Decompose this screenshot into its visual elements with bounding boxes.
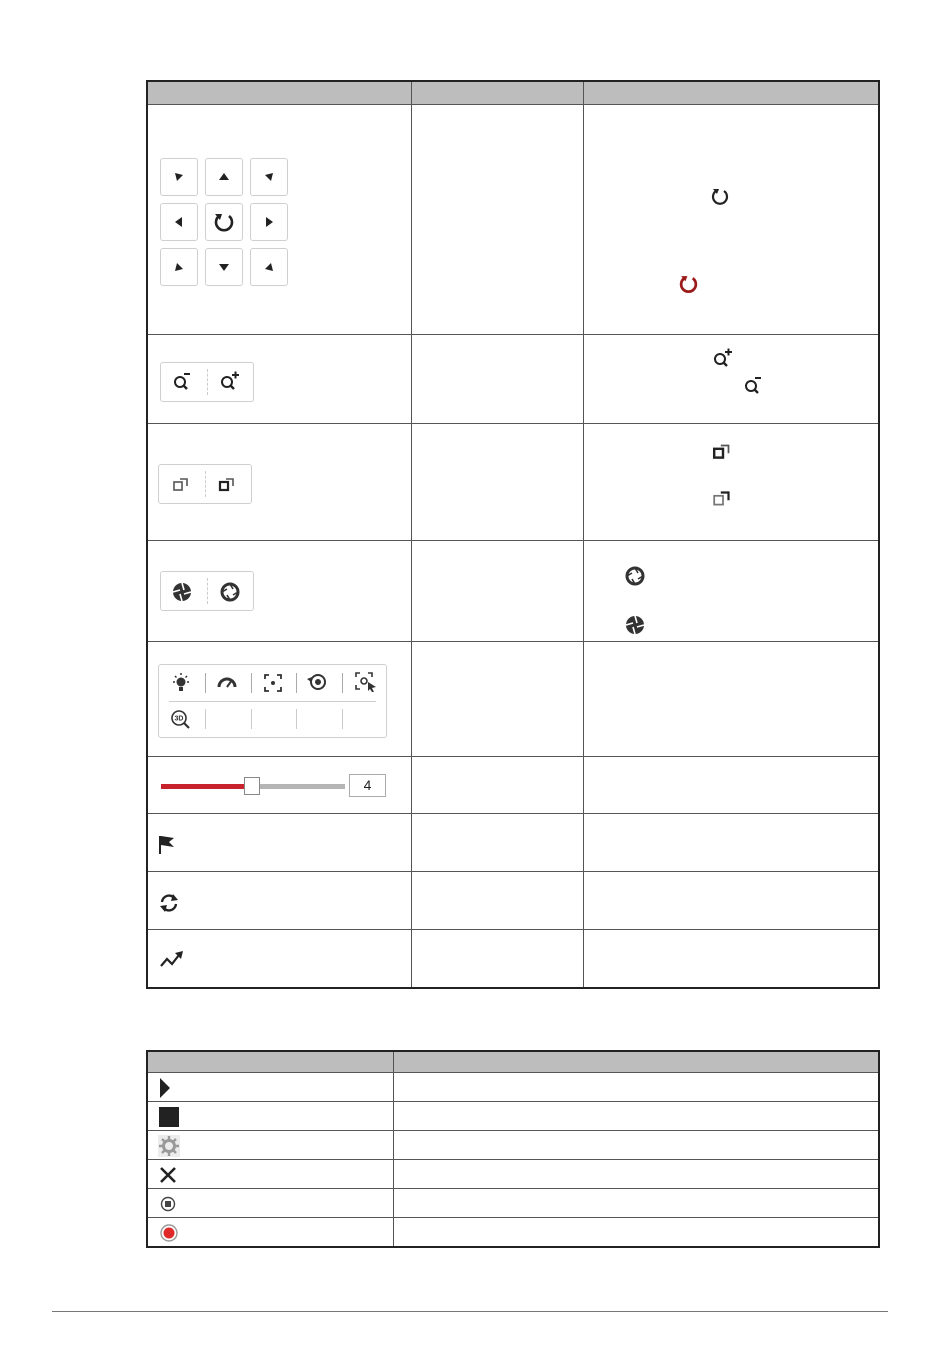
iris-close-icon[interactable] — [219, 581, 241, 603]
arrow-up-left-icon — [173, 171, 185, 183]
table-cell — [583, 930, 879, 988]
slider-handle[interactable] — [244, 777, 260, 795]
table-cell — [147, 872, 411, 930]
play-icon[interactable] — [158, 1077, 172, 1099]
separator — [207, 578, 208, 604]
table-cell — [147, 1073, 393, 1102]
table-row — [147, 541, 879, 642]
arrow-down-left-icon — [173, 261, 185, 273]
pan-right-button[interactable] — [250, 203, 288, 241]
separator — [205, 709, 206, 729]
table-cell — [147, 814, 411, 872]
table-header-cell — [393, 1051, 879, 1073]
pan-up-right-button[interactable] — [250, 158, 288, 196]
table-cell — [411, 757, 583, 814]
table-cell — [583, 757, 879, 814]
table-header-cell — [147, 81, 411, 105]
table-cell — [393, 1160, 879, 1189]
table-row — [147, 1218, 879, 1248]
pan-down-right-button[interactable] — [250, 248, 288, 286]
separator — [251, 673, 252, 693]
patrol-icon[interactable] — [158, 892, 180, 914]
lens-init-icon[interactable] — [306, 671, 328, 693]
separator — [342, 673, 343, 693]
table-cell — [411, 642, 583, 757]
table-cell — [393, 1131, 879, 1160]
separator — [251, 709, 252, 729]
zoom-out-icon — [743, 375, 763, 395]
arrow-left-icon — [173, 216, 185, 228]
table-cell — [411, 424, 583, 541]
table-cell — [147, 1218, 393, 1248]
zoom-in-icon — [712, 347, 734, 369]
auto-pan-button[interactable] — [205, 203, 243, 241]
table-cell — [411, 872, 583, 930]
arrow-up-right-icon — [263, 171, 275, 183]
auto-focus-icon[interactable] — [262, 672, 284, 694]
manual-tracking-icon[interactable] — [354, 671, 378, 693]
table-row — [147, 1160, 879, 1189]
table-header-row — [147, 1051, 879, 1073]
preset-flag-icon[interactable] — [156, 833, 178, 855]
pattern-icon[interactable] — [159, 950, 185, 970]
speed-value-field[interactable]: 4 — [349, 774, 386, 797]
separator — [207, 369, 208, 395]
focus-far-icon[interactable] — [172, 474, 192, 494]
record-icon[interactable] — [160, 1224, 178, 1242]
separator — [342, 709, 343, 729]
3d-zoom-icon[interactable] — [170, 709, 192, 731]
table-cell — [147, 930, 411, 988]
icon-description-table — [146, 1050, 880, 1248]
table-row — [147, 335, 879, 424]
divider — [169, 701, 376, 702]
zoom-in-icon[interactable] — [219, 370, 241, 392]
table-cell — [393, 1218, 879, 1248]
wiper-icon[interactable] — [216, 672, 238, 694]
table-cell — [393, 1102, 879, 1131]
page-footer-rule — [52, 1311, 888, 1312]
stop-icon[interactable] — [158, 1106, 180, 1128]
arrow-down-icon — [218, 261, 230, 273]
table-cell — [411, 335, 583, 424]
tilt-up-button[interactable] — [205, 158, 243, 196]
arrow-down-right-icon — [263, 261, 275, 273]
table-cell — [411, 105, 583, 335]
slider-track-empty — [253, 784, 345, 789]
table-row — [147, 1131, 879, 1160]
focus-near-icon[interactable] — [218, 474, 238, 494]
rotate-active-icon — [678, 273, 699, 294]
table-row — [147, 1102, 879, 1131]
gear-icon[interactable] — [158, 1135, 180, 1157]
table-header-cell — [411, 81, 583, 105]
table-cell — [583, 872, 879, 930]
table-row — [147, 872, 879, 930]
table-cell — [411, 930, 583, 988]
record-stop-icon[interactable] — [160, 1196, 176, 1212]
iris-open-icon — [624, 614, 646, 636]
arrow-up-icon — [218, 171, 230, 183]
svg-text:3D: 3D — [174, 715, 184, 723]
focus-far-icon — [712, 487, 734, 509]
pan-up-left-button[interactable] — [160, 158, 198, 196]
separator — [205, 471, 206, 497]
table-cell — [147, 1189, 393, 1218]
table-cell — [411, 541, 583, 642]
pan-left-button[interactable] — [160, 203, 198, 241]
table-header-cell — [147, 1051, 393, 1073]
table-cell — [583, 105, 879, 335]
table-cell — [583, 642, 879, 757]
table-row — [147, 1189, 879, 1218]
table-cell — [393, 1189, 879, 1218]
table-cell — [583, 814, 879, 872]
table-header-cell — [583, 81, 879, 105]
table-cell — [147, 1160, 393, 1189]
table-row — [147, 930, 879, 988]
table-cell — [411, 814, 583, 872]
table-row — [147, 1073, 879, 1102]
zoom-out-icon[interactable] — [172, 371, 192, 391]
iris-close-icon — [624, 565, 646, 587]
separator — [205, 673, 206, 693]
rotate-icon — [710, 186, 730, 206]
light-icon[interactable] — [170, 672, 192, 694]
arrow-right-icon — [263, 216, 275, 228]
table-cell — [147, 1102, 393, 1131]
separator — [296, 673, 297, 693]
table-row — [147, 814, 879, 872]
table-row — [147, 424, 879, 541]
iris-open-icon[interactable] — [171, 581, 193, 603]
slider-track-filled — [161, 784, 253, 789]
tilt-down-button[interactable] — [205, 248, 243, 286]
close-icon[interactable] — [159, 1166, 177, 1184]
table-header-row — [147, 81, 879, 105]
pan-down-left-button[interactable] — [160, 248, 198, 286]
table-cell — [147, 1131, 393, 1160]
focus-near-icon — [712, 440, 734, 462]
separator — [296, 709, 297, 729]
rotate-icon — [212, 210, 236, 234]
table-cell — [393, 1073, 879, 1102]
